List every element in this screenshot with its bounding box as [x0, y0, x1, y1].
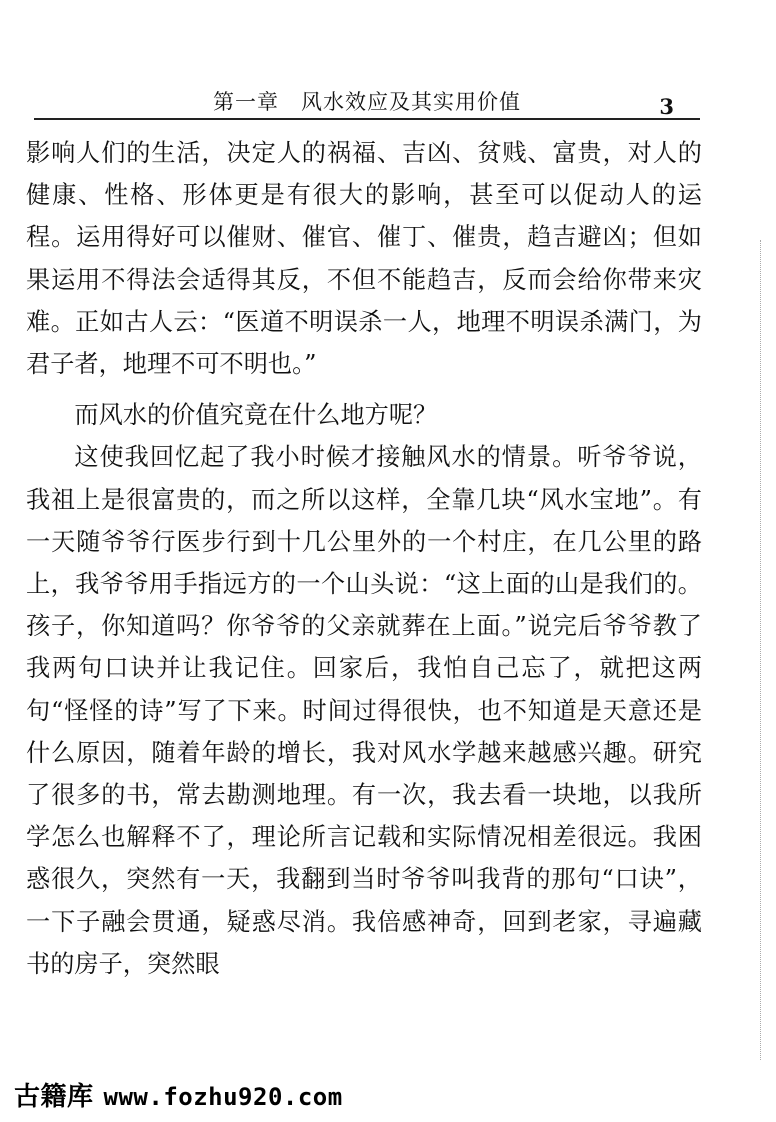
paragraph-memory: 这使我回忆起了我小时候才接触风水的情景。听爷爷说，我祖上是很富贵的，而之所以这样，全靠几块“风水宝地”。有一天随爷爷行医步行到十几公里外的一个村庄，在几公里的路上，我爷爷用手指远方的一个山头说：“这上面的山是我们的。孩子，你知道吗？你爷爷的父亲就葬在上面。”说完后爷爷教了我两句口诀并让我记住。回家后，我怕自己忘了，就把这两句“怪怪的诗”写了下来。时间过得很快，也不知道是天意还是什么原因，随着年龄的增长，我对风水学越来越感兴趣。研究了很多的书，常去勘测地理。有一次，我去看一块地，以我所学怎么也解释不了，理论所言记载和实际情况相差很远。我困惑很久，突然有一天，我翻到当时爷爷叫我背的那句“口诀”，一下子融会贯通，疑惑尽消。我倍感神奇，回到老家，寻遍藏书的房子，突然眼 — [26, 443, 702, 978]
watermark-url: www.fozhu920.com — [103, 1083, 343, 1111]
watermark — [14, 1076, 343, 1113]
watermark-brand: 古籍库 — [14, 1081, 94, 1111]
page-edge-line — [760, 240, 761, 1060]
page-header — [34, 78, 700, 120]
body-text — [26, 132, 702, 985]
paragraph-continued: 影响人们的生活，决定人的祸福、吉凶、贫贱、富贵，对人的健康、性格、形体更是有很大的影响，甚至可以促动人的运程。运用得好可以催财、催官、催丁、催贵，趋吉避凶；但如果运用不得法会适得其反，不但不能趋吉，反而会给你带来灾难。正如古人云：“医道不明误杀一人，地理不明误杀满门，为君子者，地理不可不明也。” — [26, 139, 702, 379]
page-number: 3 — [659, 94, 674, 119]
chapter-title: 第一章 风水效应及其实用价值 — [213, 90, 521, 114]
paragraph-question: 而风水的价值究竟在什么地方呢？ — [74, 401, 438, 430]
